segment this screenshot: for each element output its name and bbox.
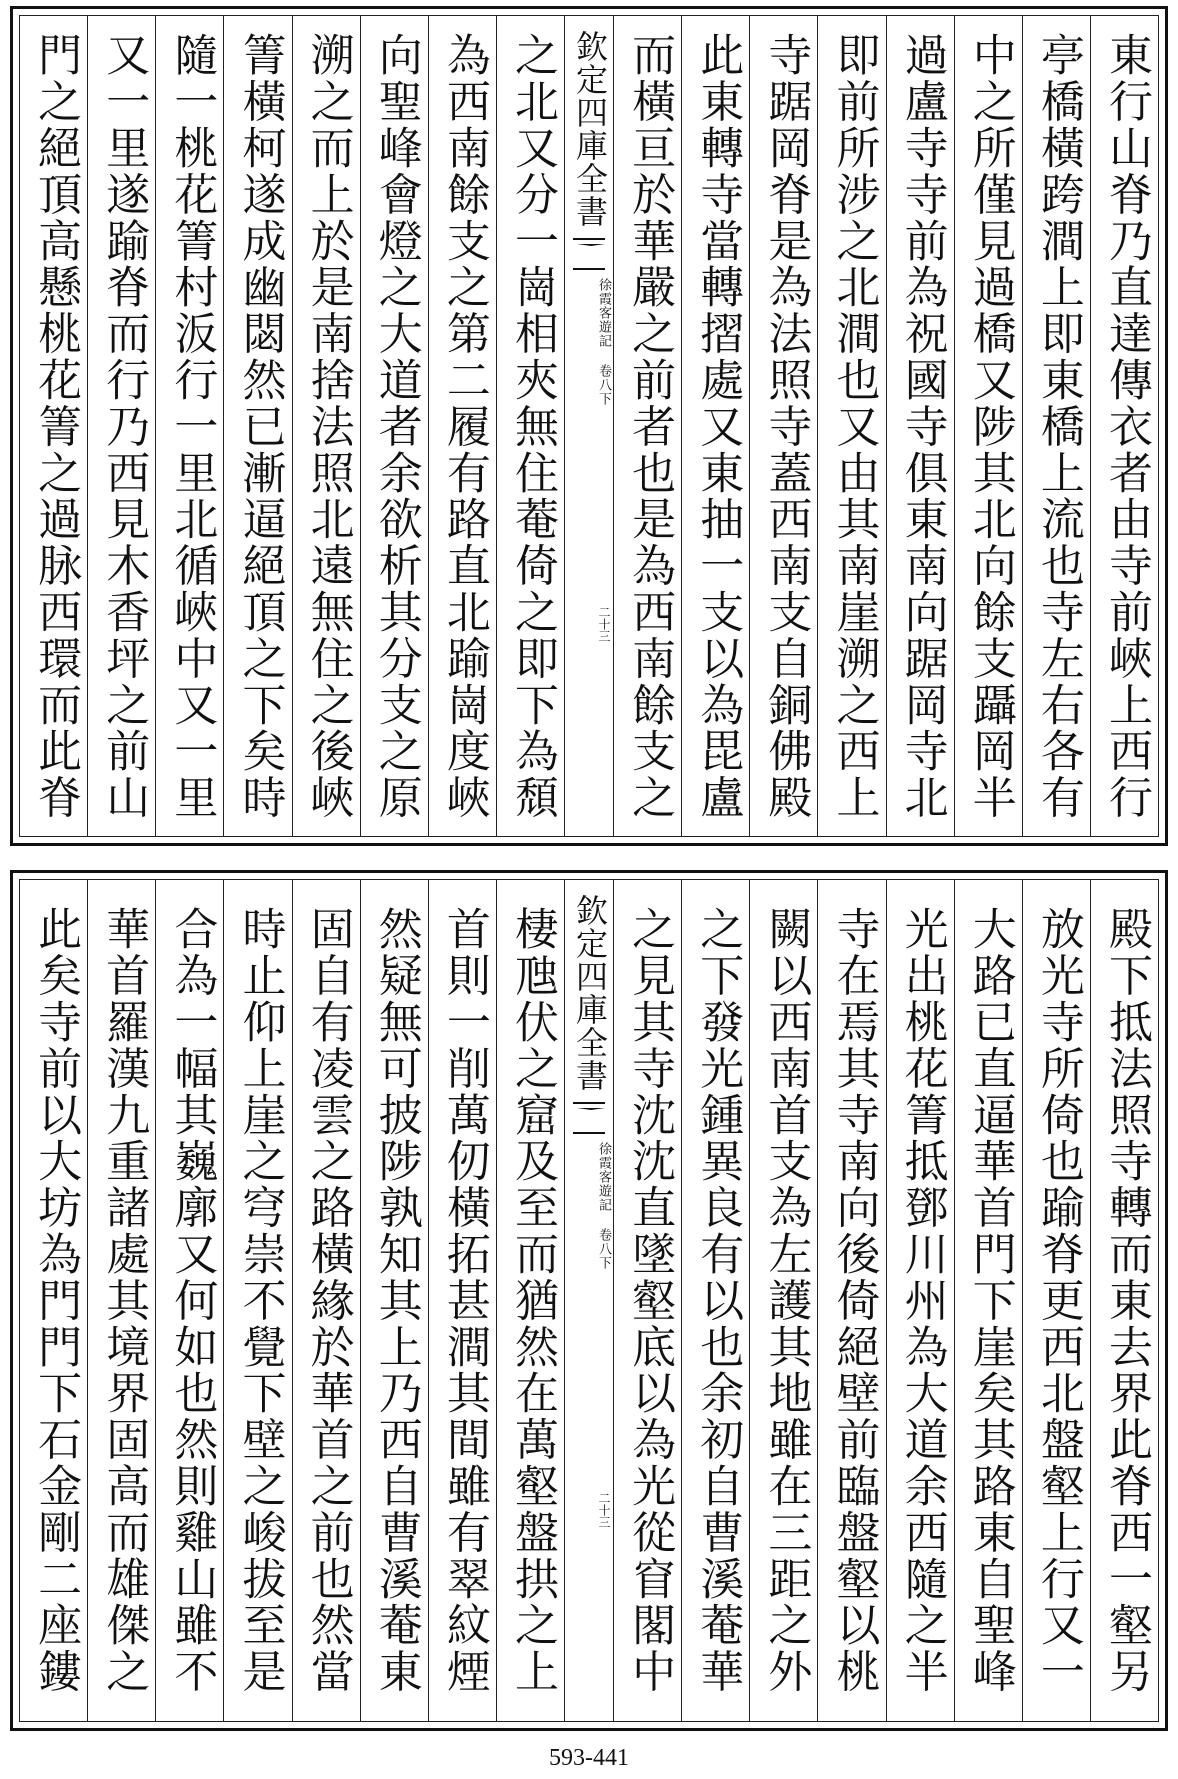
fish-tail-mark bbox=[573, 238, 605, 270]
page-number: 593-441 bbox=[549, 1745, 629, 1771]
leaf-number: 二十三 bbox=[597, 1492, 611, 1528]
text-column: 殿下抵法照寺轉而東去界此脊西一壑另 bbox=[1090, 880, 1158, 1721]
book-title: 欽定四庫全書 bbox=[571, 30, 609, 228]
text-column: 然疑無可披陟孰知其上乃西自曹溪菴東 bbox=[360, 880, 428, 1721]
text-column: 寺踞岡脊是為法照寺蓋西南支自銅佛殿 bbox=[749, 16, 817, 836]
text-column: 而橫亘於華嚴之前者也是為西南餘支之 bbox=[613, 16, 681, 836]
juan-label: 徐霞客遊記 卷八下 bbox=[596, 278, 611, 406]
text-column: 此矣寺前以大坊為門門下石金剛二座鏤 bbox=[30, 906, 82, 1695]
text-column: 亭橋橫跨澗上即東橋上流也寺左右各有 bbox=[1022, 16, 1090, 836]
text-column: 即前所涉之北澗也又由其南崖溯之西上 bbox=[817, 16, 885, 836]
text-column: 闕以西南首支為左護其地雖在三距之外 bbox=[749, 880, 817, 1721]
lower-page-frame bbox=[19, 879, 1159, 1722]
text-column: 放光寺所倚也踰脊更西北盤壑上行又一 bbox=[1022, 880, 1090, 1721]
center-fold bbox=[564, 16, 613, 836]
text-column: 之下發光鍾異良有以也余初自曹溪菴華 bbox=[681, 880, 749, 1721]
text-column: 箐橫柯遂成幽閟然已漸逼絕頂之下矣時 bbox=[223, 16, 291, 836]
text-column: 棲虺伏之窟及至而猶然在萬壑盤拱之上 bbox=[496, 880, 564, 1721]
text-column: 光出桃花箐抵鄧川州為大道余西隨之半 bbox=[886, 880, 954, 1721]
upper-page bbox=[10, 6, 1168, 846]
text-column: 首則一削萬仞橫拓甚澗其間雖有翠紋煙 bbox=[428, 880, 496, 1721]
text-column: 之北又分一崗相夾無住菴倚之即下為頹 bbox=[496, 16, 564, 836]
center-fold bbox=[564, 880, 613, 1721]
text-column: 過盧寺寺前為祝國寺俱東南向踞岡寺北 bbox=[886, 16, 954, 836]
text-column: 隨一桃花箐村汳行一里北循峽中又一里 bbox=[155, 16, 223, 836]
text-column: 中之所僅見過橋又陟其北向餘支躡岡半 bbox=[954, 16, 1022, 836]
text-column: 華首羅漢九重諸處其境界固高而雄傑之 bbox=[87, 880, 155, 1721]
book-title: 欽定四庫全書 bbox=[571, 894, 609, 1092]
text-column: 東行山脊乃直達傳衣者由寺前峽上西行 bbox=[1090, 16, 1158, 836]
text-column: 之見其寺沈沈直墜壑底以為光從窅閣中 bbox=[613, 880, 681, 1721]
text-column: 時止仰上崖之穹崇不覺下壁之峻拔至是 bbox=[223, 880, 291, 1721]
text-column: 寺在焉其寺南向後倚絕壁前臨盤壑以桃 bbox=[817, 880, 885, 1721]
text-column: 向聖峰會燈之大道者余欲析其分支之原 bbox=[360, 16, 428, 836]
upper-page-frame bbox=[19, 15, 1159, 837]
text-column: 固自有凌雲之路橫緣於華首之前也然當 bbox=[292, 880, 360, 1721]
text-column: 又一里遂踰脊而行乃西見木香坪之前山 bbox=[87, 16, 155, 836]
lower-page-columns bbox=[20, 880, 1158, 1721]
lower-page bbox=[10, 870, 1168, 1731]
text-column: 溯之而上於是南捨法照北遠無住之後峽 bbox=[292, 16, 360, 836]
fish-tail-mark bbox=[573, 1102, 605, 1134]
juan-label: 徐霞客遊記 卷八下 bbox=[596, 1142, 611, 1270]
text-column: 大路已直逼華首門下崖矣其路東自聖峰 bbox=[954, 880, 1022, 1721]
text-column: 合為一幅其巍廓又何如也然則雞山雖不 bbox=[155, 880, 223, 1721]
text-column: 門之絕頂高懸桃花箐之過脉西環而此脊 bbox=[30, 31, 82, 821]
text-column: 為西南餘支之第二履有路直北踰崗度峽 bbox=[428, 16, 496, 836]
text-column: 此東轉寺當轉摺處又東抽一支以為毘盧 bbox=[681, 16, 749, 836]
upper-page-columns bbox=[20, 16, 1158, 836]
leaf-number: 二十三 bbox=[597, 606, 611, 642]
